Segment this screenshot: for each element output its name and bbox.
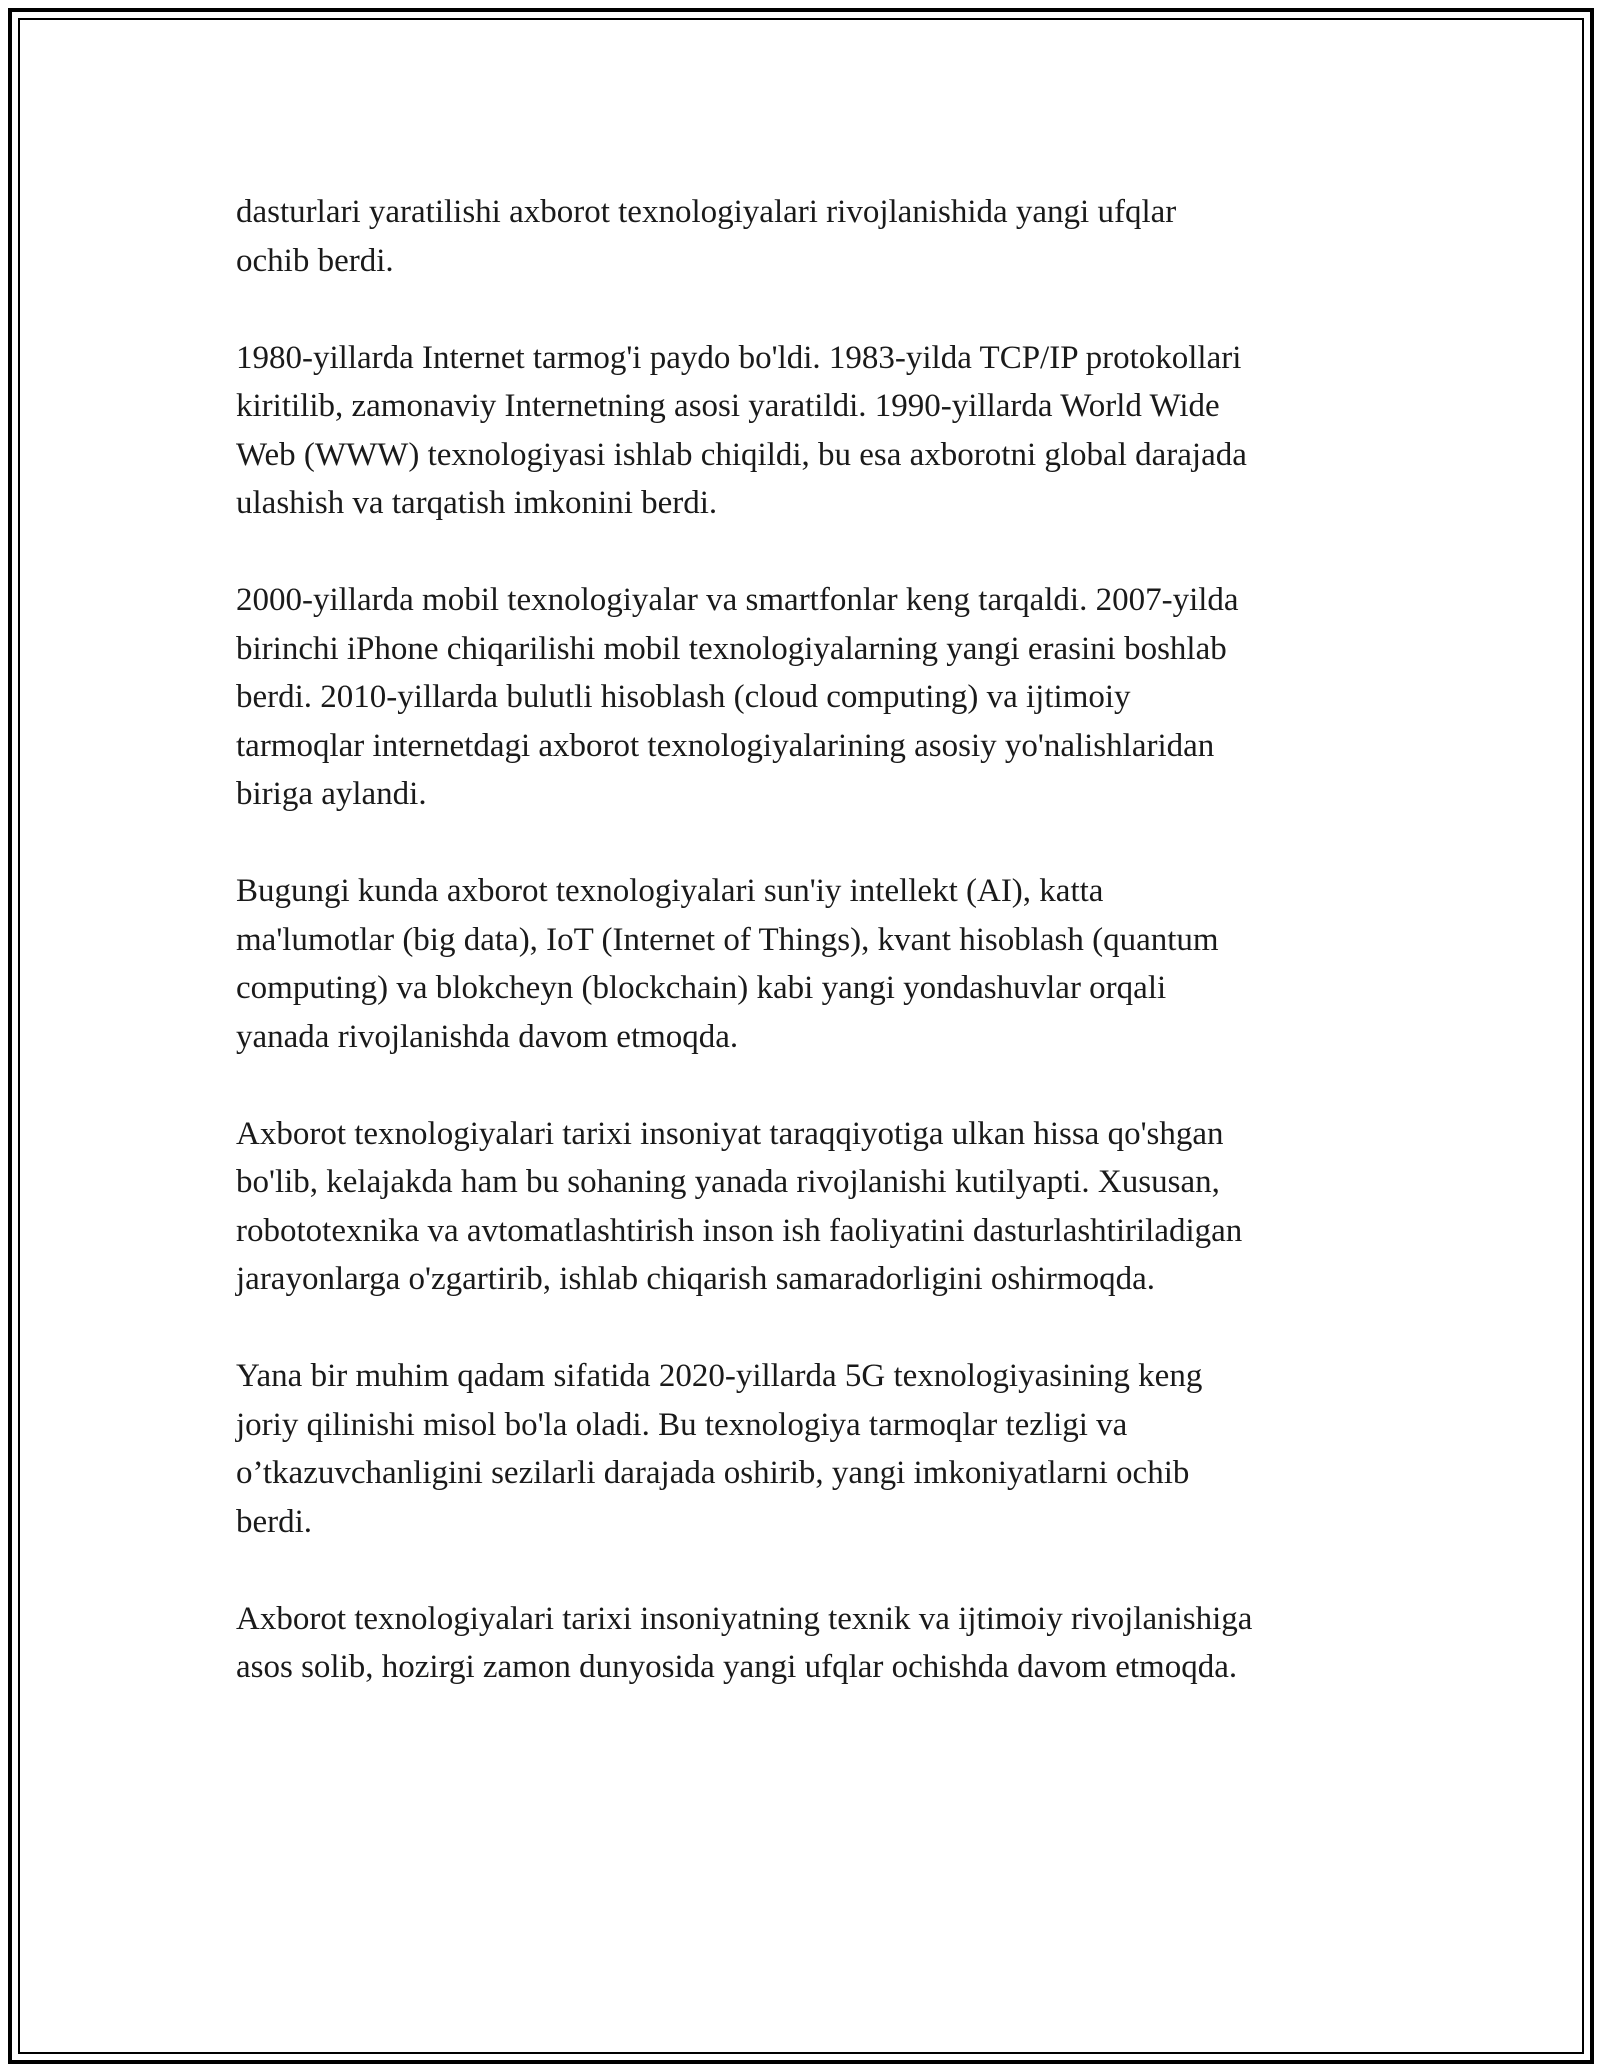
- text-line: asos solib, hozirgi zamon dunyosida yangi ufqlar ochishda davom etmoqda.: [236, 1649, 1238, 1685]
- text-line: joriy qilinishi misol bo'la oladi. Bu texnologiya tarmoqlar tezligi va: [236, 1406, 1128, 1443]
- text-line: ochib berdi.: [236, 242, 394, 279]
- text-line: ulashish va tarqatish imkonini berdi.: [236, 485, 718, 521]
- paragraph-4: [236, 867, 1386, 1061]
- text-line: bo'lib, kelajakda ham bu sohaning yanada rivojlanishi kutilyapti. Xususan,: [236, 1164, 1220, 1200]
- text-line: robototexnika va avtomatlashtirish inson ish faoliyatini dasturlashtiriladigan: [236, 1212, 1243, 1249]
- paragraph-2: [236, 334, 1386, 528]
- text-line: 2000-yillarda mobil texnologiyalar va smartfonlar keng tarqaldi. 2007-yilda: [236, 582, 1239, 618]
- text-line: dasturlari yaratilishi axborot texnologiyalari rivojlanishida yangi ufqlar: [236, 194, 1177, 230]
- text-line: biriga aylandi.: [236, 776, 427, 812]
- paragraph-7: [236, 1595, 1386, 1692]
- paragraph-3: [236, 576, 1386, 819]
- paragraph-6: [236, 1352, 1386, 1546]
- text-line: ma'lumotlar (big data), IoT (Internet of Things), kvant hisoblash (quantum: [236, 921, 1219, 958]
- text-line: jarayonlarga o'zgartirib, ishlab chiqarish samaradorligini oshirmoqda.: [236, 1261, 1155, 1297]
- document-body: [236, 188, 1386, 1740]
- text-line: computing) va blokcheyn (blockchain) kabi yangi yondashuvlar orqali: [236, 970, 1167, 1006]
- text-line: 1980-yillarda Internet tarmog'i paydo bo'ldi. 1983-yilda TCP/IP protokollari: [236, 339, 1242, 376]
- text-line: Bugungi kunda axborot texnologiyalari sun'iy intellekt (AI), katta: [236, 873, 1104, 909]
- text-line: yanada rivojlanishda davom etmoqda.: [236, 1018, 739, 1055]
- text-line: o’tkazuvchanligini sezilarli darajada oshirib, yangi imkoniyatlarni ochib: [236, 1455, 1190, 1491]
- text-line: berdi.: [236, 1503, 313, 1540]
- text-line: Axborot texnologiyalari tarixi insoniyatning texnik va ijtimoiy rivojlanishiga: [236, 1600, 1253, 1637]
- paragraph-1: [236, 188, 1386, 285]
- text-line: kiritilib, zamonaviy Internetning asosi yaratildi. 1990-yillarda World Wide: [236, 388, 1220, 424]
- text-line: berdi. 2010-yillarda bulutli hisoblash (cloud computing) va ijtimoiy: [236, 679, 1131, 715]
- paragraph-5: [236, 1110, 1386, 1304]
- text-line: Web (WWW) texnologiyasi ishlab chiqildi, bu esa axborotni global darajada: [236, 436, 1247, 473]
- text-line: birinchi iPhone chiqarilishi mobil texnologiyalarning yangi erasini boshlab: [236, 630, 1227, 667]
- text-line: tarmoqlar internetdagi axborot texnologiyalarining asosiy yo'nalishlaridan: [236, 727, 1215, 764]
- text-line: Axborot texnologiyalari tarixi insoniyat taraqqiyotiga ulkan hissa qo'shgan: [236, 1115, 1224, 1152]
- text-line: Yana bir muhim qadam sifatida 2020-yillarda 5G texnologiyasining keng: [236, 1358, 1203, 1394]
